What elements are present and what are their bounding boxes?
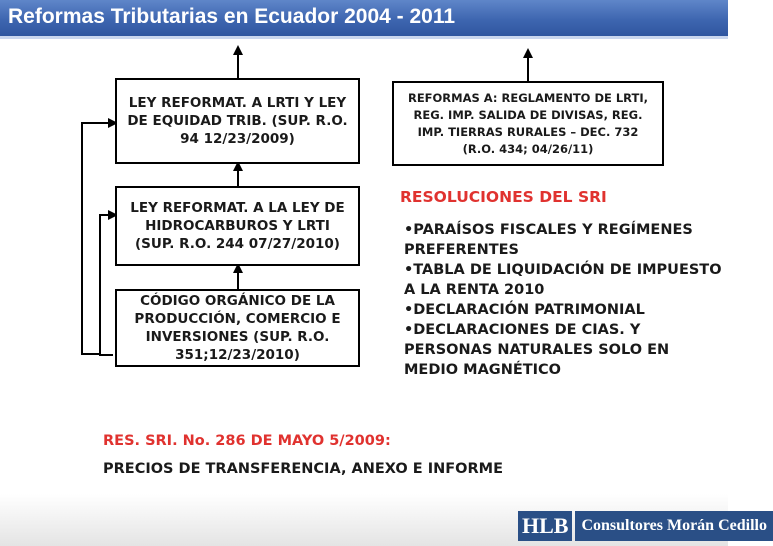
slide-title: Reformas Tributarias en Ecuador 2004 - 2011 [8, 5, 456, 28]
box-ley-reformatoria-lrti [115, 78, 360, 164]
sri-item: •DECLARACIÓN PATRIMONIAL [404, 302, 645, 318]
resolution-text: PRECIOS DE TRANSFERENCIA, ANEXO E INFORME [103, 461, 504, 477]
sri-item: •TABLA DE LIQUIDACIÓN DE IMPUESTO A LA RENTA 2010 [404, 262, 722, 298]
logo-mark: HLB [518, 511, 572, 541]
resolution-heading: RES. SRI. No. 286 DE MAYO 5/2009: [103, 433, 391, 449]
box-reformas-reglamento-text: REFORMAS A: REGLAMENTO DE LRTI, REG. IMP. SALIDA DE DIVISAS, REG. IMP. TIERRAS RURALES – DEC. 732 (R.O. 434; 04/26/11) [407, 90, 649, 156]
logo-company-name: Consultores Morán Cedillo [575, 511, 772, 541]
sri-item: •PARAÍSOS FISCALES Y REGÍMENES PREFERENTES [404, 222, 693, 258]
box-ley-hidrocarburos-text: LEY REFORMAT. A LA LEY DE HIDROCARBUROS Y LRTI (SUP. R.O. 244 07/27/2010) [130, 200, 345, 252]
box-codigo-produccion [115, 289, 360, 367]
feedback-line-inner [100, 215, 113, 355]
sri-resolutions-list [404, 220, 722, 380]
box-ley-hidrocarburos [115, 186, 360, 266]
box-ley-reformatoria-lrti-text: LEY REFORMAT. A LRTI Y LEY DE EQUIDAD TRIB. (SUP. R.O. 94 12/23/2009) [127, 95, 348, 147]
feedback-line-outer [82, 123, 113, 354]
box-reformas-reglamento [392, 81, 664, 166]
sri-item: •DECLARACIONES DE CIAS. Y PERSONAS NATURALES SOLO EN MEDIO MAGNÉTICO [404, 322, 670, 378]
box-codigo-produccion-text: CÓDIGO ORGÁNICO DE LA PRODUCCIÓN, COMERCIO E INVERSIONES (SUP. R.O. 351;12/23/2010) [134, 293, 341, 363]
sri-resolutions-heading: RESOLUCIONES DEL SRI [400, 188, 607, 206]
company-logo [518, 511, 773, 541]
